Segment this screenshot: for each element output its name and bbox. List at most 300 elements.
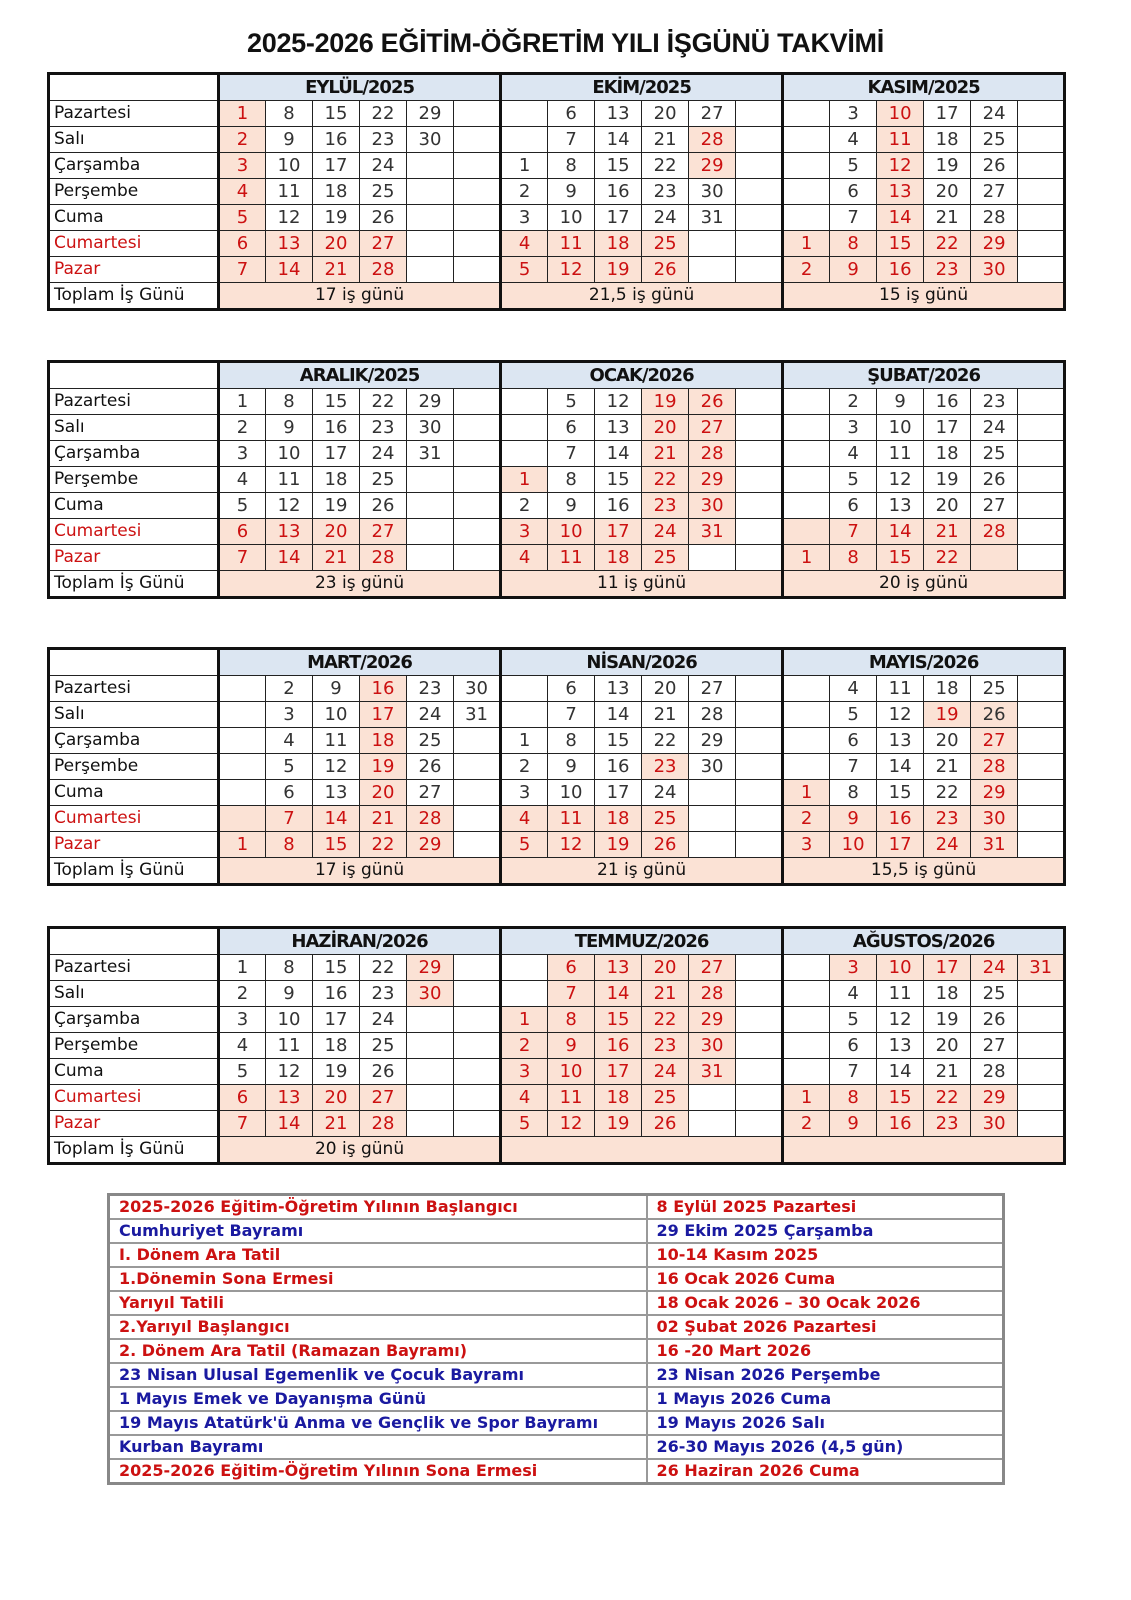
date-cell: 16 (595, 754, 642, 780)
date-cell (454, 153, 501, 179)
date-cell: 4 (266, 728, 313, 754)
day-label: Cumartesi (49, 806, 219, 832)
date-cell: 20 (642, 101, 689, 127)
date-cell: 30 (689, 754, 736, 780)
date-cell: 19 (924, 153, 971, 179)
holiday-date-cell: 13 (595, 955, 642, 981)
date-cell (454, 205, 501, 231)
event-date: 26 Haziran 2026 Cuma (647, 1459, 1004, 1484)
holiday-date-cell: 10 (548, 1059, 595, 1085)
date-cell: 3 (219, 441, 266, 467)
event-date: 16 -20 Mart 2026 (647, 1339, 1004, 1363)
date-cell (689, 832, 736, 858)
holiday-date-cell: 7 (548, 981, 595, 1007)
holiday-date-cell: 27 (360, 1085, 407, 1111)
date-cell: 6 (548, 676, 595, 702)
date-cell (407, 1085, 454, 1111)
holiday-date-cell: 17 (595, 519, 642, 545)
date-cell: 30 (454, 676, 501, 702)
date-cell (1018, 702, 1065, 728)
date-cell (1018, 441, 1065, 467)
holiday-date-cell: 5 (501, 832, 548, 858)
date-cell: 26 (971, 1007, 1018, 1033)
date-cell (783, 955, 830, 981)
date-cell (783, 754, 830, 780)
holiday-date-cell: 29 (971, 231, 1018, 257)
event-date: 10-14 Kasım 2025 (647, 1243, 1004, 1267)
holiday-date-cell: 4 (501, 1085, 548, 1111)
date-cell (1018, 179, 1065, 205)
holiday-date-cell: 21 (313, 545, 360, 571)
date-cell: 23 (971, 389, 1018, 415)
holiday-date-cell: 23 (924, 257, 971, 283)
date-cell (1018, 728, 1065, 754)
date-cell: 15 (595, 153, 642, 179)
date-cell (454, 389, 501, 415)
date-cell (1018, 153, 1065, 179)
holiday-date-cell: 4 (501, 806, 548, 832)
date-cell (1018, 832, 1065, 858)
date-cell: 8 (548, 728, 595, 754)
holiday-date-cell: 11 (548, 806, 595, 832)
date-cell (736, 1111, 783, 1137)
month-header: EKİM/2025 (501, 74, 783, 101)
date-cell (783, 127, 830, 153)
date-cell (736, 728, 783, 754)
date-cell: 8 (830, 780, 877, 806)
date-cell: 17 (924, 415, 971, 441)
holiday-date-cell: 18 (595, 1085, 642, 1111)
date-cell (736, 415, 783, 441)
date-cell (1018, 101, 1065, 127)
holiday-date-cell: 23 (924, 1111, 971, 1137)
date-cell: 20 (642, 676, 689, 702)
date-cell (783, 676, 830, 702)
date-cell: 25 (971, 127, 1018, 153)
holiday-date-cell: 14 (877, 519, 924, 545)
event-row (109, 1291, 1004, 1315)
date-cell (736, 780, 783, 806)
month-total: 21 iş günü (501, 858, 783, 885)
date-cell (736, 1007, 783, 1033)
date-cell: 26 (360, 493, 407, 519)
date-cell (971, 545, 1018, 571)
date-cell (736, 702, 783, 728)
date-cell: 12 (877, 467, 924, 493)
date-cell (501, 676, 548, 702)
date-cell (783, 441, 830, 467)
date-cell: 18 (924, 127, 971, 153)
date-cell: 4 (830, 127, 877, 153)
holiday-date-cell: 22 (924, 1085, 971, 1111)
date-cell: 2 (501, 754, 548, 780)
holiday-date-cell: 2 (783, 806, 830, 832)
holiday-date-cell: 2 (219, 127, 266, 153)
event-row (109, 1315, 1004, 1339)
holiday-date-cell: 29 (689, 467, 736, 493)
date-cell (407, 231, 454, 257)
date-cell: 9 (548, 754, 595, 780)
date-cell: 6 (548, 101, 595, 127)
date-cell: 12 (266, 1059, 313, 1085)
date-cell: 8 (266, 389, 313, 415)
holiday-date-cell: 21 (924, 519, 971, 545)
date-cell: 16 (313, 981, 360, 1007)
date-cell: 13 (595, 101, 642, 127)
date-cell (454, 415, 501, 441)
date-cell: 27 (689, 101, 736, 127)
holiday-date-cell: 13 (877, 179, 924, 205)
date-cell: 26 (971, 702, 1018, 728)
date-cell (736, 1033, 783, 1059)
month-total: 15,5 iş günü (783, 858, 1065, 885)
date-cell: 20 (924, 1033, 971, 1059)
date-cell: 24 (971, 101, 1018, 127)
event-label: 2025-2026 Eğitim-Öğretim Yılının Sona Ermesi (109, 1459, 647, 1484)
date-cell: 20 (924, 728, 971, 754)
day-label: Perşembe (49, 467, 219, 493)
date-cell: 6 (548, 415, 595, 441)
holiday-date-cell: 28 (360, 257, 407, 283)
holiday-date-cell: 27 (360, 231, 407, 257)
event-row (109, 1435, 1004, 1459)
date-cell: 17 (313, 1007, 360, 1033)
date-cell: 10 (548, 205, 595, 231)
date-cell (736, 1085, 783, 1111)
holiday-date-cell: 9 (830, 257, 877, 283)
total-label: Toplam İş Günü (49, 1137, 219, 1164)
event-label: 19 Mayıs Atatürk'ü Anma ve Gençlik ve Spor Bayramı (109, 1411, 647, 1435)
date-cell: 3 (501, 780, 548, 806)
event-row (109, 1195, 1004, 1220)
month-header: ARALIK/2025 (219, 362, 501, 389)
date-cell: 22 (642, 153, 689, 179)
date-cell (454, 179, 501, 205)
holiday-date-cell: 2 (783, 257, 830, 283)
calendar-block (47, 360, 1066, 599)
date-cell (783, 1059, 830, 1085)
date-cell (689, 545, 736, 571)
date-cell: 21 (924, 205, 971, 231)
date-cell: 21 (642, 702, 689, 728)
date-cell (689, 257, 736, 283)
date-cell (454, 981, 501, 1007)
date-cell (1018, 1059, 1065, 1085)
date-cell (736, 179, 783, 205)
date-cell: 22 (360, 101, 407, 127)
holiday-date-cell: 29 (407, 955, 454, 981)
date-cell (454, 493, 501, 519)
date-cell (736, 441, 783, 467)
event-date: 02 Şubat 2026 Pazartesi (647, 1315, 1004, 1339)
day-label: Salı (49, 127, 219, 153)
date-cell: 25 (971, 676, 1018, 702)
date-cell: 2 (219, 981, 266, 1007)
month-total: 11 iş günü (501, 571, 783, 598)
date-cell: 26 (971, 153, 1018, 179)
date-cell (1018, 780, 1065, 806)
date-cell: 9 (548, 179, 595, 205)
holiday-date-cell: 14 (313, 806, 360, 832)
date-cell (1018, 1085, 1065, 1111)
holiday-date-cell: 5 (501, 1111, 548, 1137)
event-row (109, 1339, 1004, 1363)
holiday-date-cell: 1 (783, 231, 830, 257)
corner-cell (49, 74, 219, 101)
date-cell: 12 (595, 389, 642, 415)
date-cell (219, 806, 266, 832)
month-total: 21,5 iş günü (501, 283, 783, 310)
holiday-date-cell: 25 (642, 806, 689, 832)
date-cell: 6 (830, 728, 877, 754)
event-label: 23 Nisan Ulusal Egemenlik ve Çocuk Bayramı (109, 1363, 647, 1387)
holiday-date-cell: 14 (595, 981, 642, 1007)
date-cell: 4 (830, 441, 877, 467)
date-cell (501, 415, 548, 441)
date-cell (1018, 231, 1065, 257)
date-cell (407, 545, 454, 571)
month-header: TEMMUZ/2026 (501, 928, 783, 955)
date-cell (454, 754, 501, 780)
date-cell: 6 (830, 493, 877, 519)
date-cell (454, 545, 501, 571)
date-cell: 25 (360, 179, 407, 205)
date-cell: 20 (924, 179, 971, 205)
month-header: OCAK/2026 (501, 362, 783, 389)
holiday-date-cell: 19 (595, 257, 642, 283)
holiday-date-cell: 22 (924, 231, 971, 257)
holiday-date-cell: 1 (783, 1085, 830, 1111)
date-cell: 4 (830, 676, 877, 702)
holiday-date-cell: 22 (924, 545, 971, 571)
date-cell: 3 (830, 415, 877, 441)
date-cell: 11 (877, 981, 924, 1007)
date-cell: 17 (313, 153, 360, 179)
day-label: Çarşamba (49, 153, 219, 179)
event-label: 1.Dönemin Sona Ermesi (109, 1267, 647, 1291)
day-label: Pazar (49, 545, 219, 571)
holiday-date-cell: 19 (924, 702, 971, 728)
date-cell (736, 467, 783, 493)
date-cell (407, 257, 454, 283)
date-cell (783, 415, 830, 441)
date-cell (454, 1111, 501, 1137)
holiday-date-cell: 29 (407, 832, 454, 858)
date-cell (736, 205, 783, 231)
date-cell: 29 (689, 728, 736, 754)
holiday-date-cell: 15 (313, 832, 360, 858)
total-label: Toplam İş Günü (49, 858, 219, 885)
date-cell (736, 153, 783, 179)
date-cell: 13 (595, 415, 642, 441)
event-row (109, 1387, 1004, 1411)
holiday-date-cell: 3 (219, 153, 266, 179)
date-cell: 22 (360, 955, 407, 981)
date-cell (736, 1059, 783, 1085)
holiday-date-cell: 8 (830, 231, 877, 257)
month-header: ŞUBAT/2026 (783, 362, 1065, 389)
event-date: 26-30 Mayıs 2026 (4,5 gün) (647, 1435, 1004, 1459)
holiday-date-cell: 17 (360, 702, 407, 728)
holiday-date-cell: 30 (689, 493, 736, 519)
event-label: I. Dönem Ara Tatil (109, 1243, 647, 1267)
date-cell (689, 806, 736, 832)
date-cell: 31 (407, 441, 454, 467)
date-cell (736, 519, 783, 545)
event-date: 16 Ocak 2026 Cuma (647, 1267, 1004, 1291)
holiday-date-cell: 22 (642, 467, 689, 493)
date-cell (689, 231, 736, 257)
date-cell: 15 (313, 389, 360, 415)
date-cell: 25 (971, 441, 1018, 467)
holiday-date-cell: 7 (219, 257, 266, 283)
holiday-date-cell: 10 (548, 519, 595, 545)
date-cell: 7 (830, 1059, 877, 1085)
date-cell (783, 205, 830, 231)
holiday-date-cell: 13 (266, 519, 313, 545)
date-cell: 14 (877, 754, 924, 780)
date-cell (1018, 545, 1065, 571)
day-label: Pazartesi (49, 101, 219, 127)
date-cell: 11 (266, 1033, 313, 1059)
date-cell: 26 (360, 205, 407, 231)
date-cell: 7 (830, 205, 877, 231)
date-cell: 4 (219, 467, 266, 493)
date-cell (454, 519, 501, 545)
date-cell: 8 (266, 955, 313, 981)
date-cell (783, 728, 830, 754)
date-cell (407, 1059, 454, 1085)
holiday-date-cell: 20 (313, 231, 360, 257)
date-cell: 15 (313, 955, 360, 981)
calendar-block (47, 647, 1066, 886)
holiday-date-cell: 30 (971, 1111, 1018, 1137)
date-cell: 9 (266, 415, 313, 441)
date-cell: 29 (407, 101, 454, 127)
date-cell (783, 702, 830, 728)
events-table (107, 1193, 1005, 1485)
date-cell (407, 1111, 454, 1137)
date-cell (736, 389, 783, 415)
month-total: 20 iş günü (783, 571, 1065, 598)
month-header: AĞUSTOS/2026 (783, 928, 1065, 955)
holiday-date-cell: 27 (689, 415, 736, 441)
date-cell: 5 (830, 467, 877, 493)
date-cell: 21 (642, 127, 689, 153)
event-date: 23 Nisan 2026 Perşembe (647, 1363, 1004, 1387)
holiday-date-cell: 25 (642, 1085, 689, 1111)
date-cell: 21 (924, 1059, 971, 1085)
date-cell (1018, 493, 1065, 519)
date-cell: 6 (830, 179, 877, 205)
holiday-date-cell: 1 (783, 780, 830, 806)
date-cell (501, 981, 548, 1007)
month-header: MAYIS/2026 (783, 649, 1065, 676)
holiday-date-cell: 26 (642, 257, 689, 283)
date-cell: 5 (219, 1059, 266, 1085)
holiday-date-cell: 1 (783, 545, 830, 571)
holiday-date-cell: 11 (877, 127, 924, 153)
holiday-date-cell: 23 (642, 754, 689, 780)
month-total: 20 iş günü (219, 1137, 501, 1164)
date-cell (407, 179, 454, 205)
date-cell: 14 (595, 441, 642, 467)
holiday-date-cell: 16 (360, 676, 407, 702)
date-cell (783, 1007, 830, 1033)
date-cell: 24 (407, 702, 454, 728)
holiday-date-cell: 11 (548, 231, 595, 257)
holiday-date-cell: 11 (548, 545, 595, 571)
date-cell (454, 127, 501, 153)
date-cell: 7 (548, 441, 595, 467)
date-cell: 17 (595, 205, 642, 231)
date-cell: 14 (877, 1059, 924, 1085)
corner-cell (49, 649, 219, 676)
month-total: 17 iş günü (219, 283, 501, 310)
date-cell: 10 (266, 1007, 313, 1033)
date-cell: 5 (830, 153, 877, 179)
day-label: Salı (49, 981, 219, 1007)
date-cell (783, 493, 830, 519)
date-cell (1018, 676, 1065, 702)
holiday-date-cell: 15 (877, 231, 924, 257)
date-cell: 24 (360, 153, 407, 179)
date-cell: 15 (595, 467, 642, 493)
date-cell: 11 (877, 441, 924, 467)
date-cell: 23 (642, 179, 689, 205)
day-label: Cumartesi (49, 519, 219, 545)
holiday-date-cell: 11 (548, 1085, 595, 1111)
date-cell: 18 (313, 179, 360, 205)
date-cell (736, 676, 783, 702)
holiday-date-cell: 10 (830, 832, 877, 858)
date-cell: 28 (689, 702, 736, 728)
date-cell: 10 (266, 441, 313, 467)
date-cell: 11 (266, 467, 313, 493)
holiday-date-cell: 20 (642, 955, 689, 981)
date-cell: 12 (266, 493, 313, 519)
date-cell: 11 (313, 728, 360, 754)
month-header: EYLÜL/2025 (219, 74, 501, 101)
date-cell (783, 153, 830, 179)
date-cell (689, 780, 736, 806)
date-cell (1018, 1007, 1065, 1033)
holiday-date-cell: 16 (595, 1033, 642, 1059)
date-cell: 30 (407, 415, 454, 441)
date-cell: 22 (360, 389, 407, 415)
date-cell: 14 (595, 127, 642, 153)
day-label: Cuma (49, 205, 219, 231)
holiday-date-cell: 15 (877, 1085, 924, 1111)
date-cell: 22 (642, 728, 689, 754)
holiday-date-cell: 8 (830, 545, 877, 571)
date-cell: 23 (407, 676, 454, 702)
date-cell (736, 806, 783, 832)
calendar-block (47, 926, 1066, 1165)
date-cell: 16 (595, 493, 642, 519)
day-label: Pazar (49, 257, 219, 283)
holiday-date-cell: 8 (266, 832, 313, 858)
date-cell (501, 702, 548, 728)
day-label: Cuma (49, 1059, 219, 1085)
date-cell: 23 (360, 127, 407, 153)
date-cell: 24 (642, 780, 689, 806)
holiday-date-cell: 31 (1018, 955, 1065, 981)
holiday-date-cell: 26 (642, 1111, 689, 1137)
date-cell (407, 153, 454, 179)
date-cell (454, 1033, 501, 1059)
date-cell: 12 (877, 702, 924, 728)
